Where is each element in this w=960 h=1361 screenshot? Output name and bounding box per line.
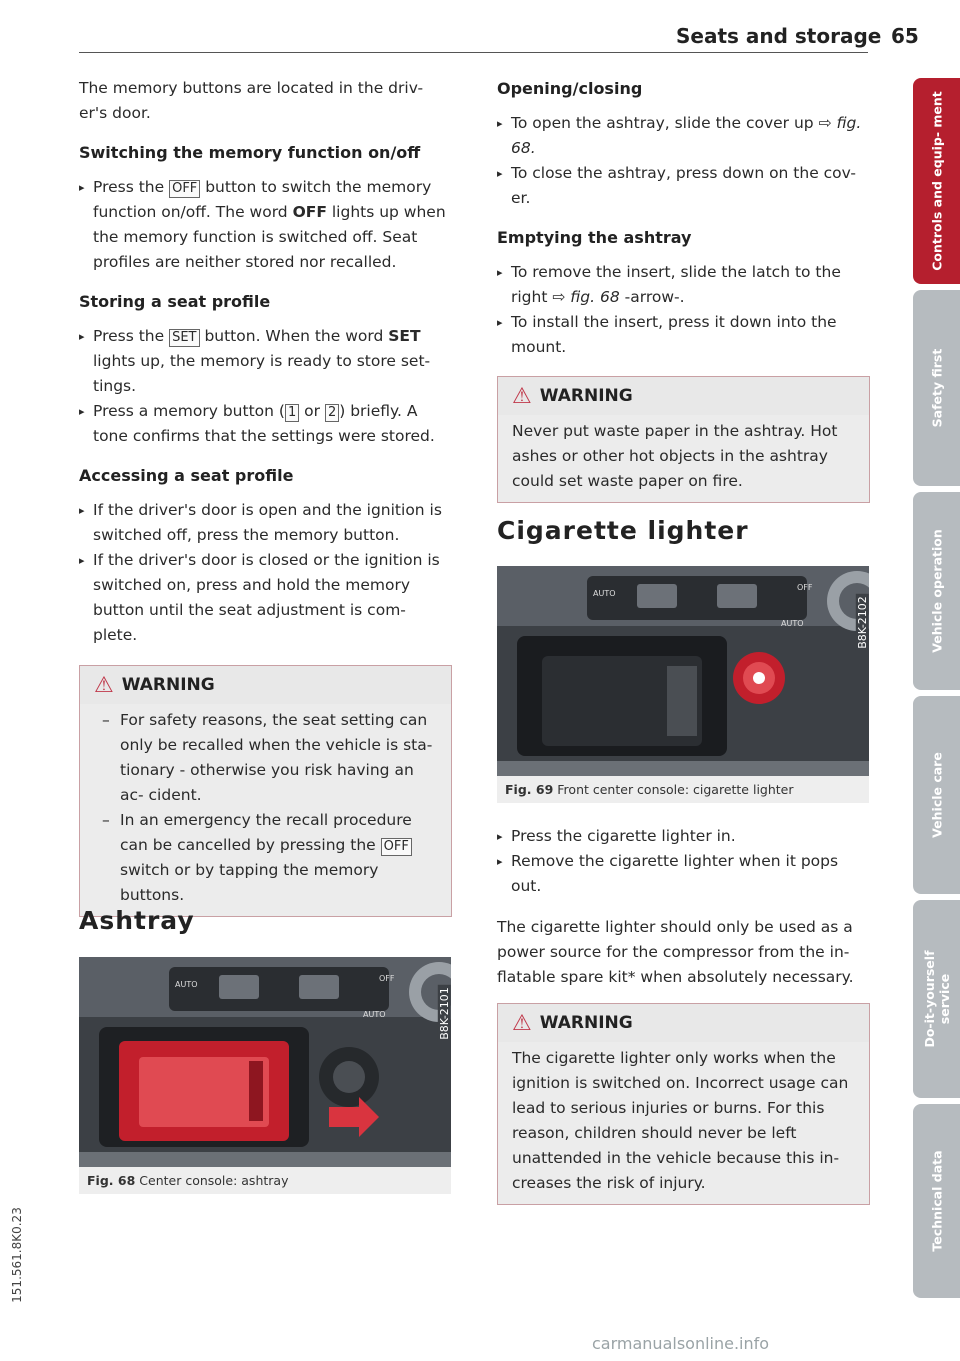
warning-body — [80, 704, 451, 916]
tab-safety-first[interactable] — [913, 290, 960, 486]
ashtray-illustration — [79, 957, 451, 1167]
right-column — [497, 76, 869, 360]
ashtray-section — [79, 908, 451, 933]
list-item: ▸ To open the ashtray, slide the cover up ⇨ fig. 68. — [497, 111, 869, 161]
list-item: ▸ Press a memory button ( 1 or 2 ) briefly. A tone confirms that the settings were stored. — [79, 399, 451, 449]
auto-label: AUTO — [175, 980, 198, 989]
warning-icon: ⚠ — [512, 1011, 532, 1036]
left-column — [79, 76, 451, 648]
warning-box — [497, 376, 870, 503]
list-item: ▸ To remove the insert, slide the latch to the right ⇨ fig. 68 -arrow-. — [497, 260, 869, 310]
warning-box — [497, 1003, 870, 1205]
tab-technical-data[interactable] — [913, 1104, 960, 1298]
list-item: – In an emergency the recall procedure can be cancelled by pressing the OFF switch or by tapping the memory buttons. — [94, 808, 437, 908]
list-item: ▸ If the driver's door is closed or the ignition is switched on, press and hold the memory button until the seat adjustment is com- plete. — [79, 548, 451, 648]
set-key: SET — [169, 329, 199, 347]
lighter-illustration — [497, 566, 869, 776]
tab-controls-and-equipment[interactable] — [913, 78, 960, 284]
chapter-tabs — [913, 0, 960, 1361]
list-item: ▸ To close the ashtray, press down on the cov- er. — [497, 161, 869, 211]
tab-label: Safety first — [929, 348, 944, 428]
auto-label: AUTO — [363, 1010, 386, 1019]
tab-do-it-yourself-service[interactable] — [913, 900, 960, 1098]
figure-ashtray — [79, 957, 451, 1194]
figure-reference[interactable]: ⇨ fig. 68. — [511, 114, 862, 157]
section-title: Seats and storage — [676, 24, 882, 48]
list-item: – For safety reasons, the seat setting can only be recalled when the vehicle is sta- tionary - otherwise you risk having an ac- cident. — [94, 708, 437, 808]
intro-text: The memory buttons are located in the driv- er's door. — [79, 79, 424, 122]
list-item: ▸ Remove the cigarette lighter when it pops out. — [497, 849, 869, 899]
off-key: OFF — [169, 180, 200, 198]
figure-code: B8K-2101 — [438, 987, 451, 1040]
tab-vehicle-operation[interactable] — [913, 492, 960, 690]
lighter-section — [497, 518, 869, 543]
opening-closing-heading: Opening/closing — [497, 79, 643, 98]
list-item: ▸ If the driver's door is open and the ignition is switched off, press the memory button. — [79, 498, 451, 548]
figure-cigarette-lighter — [497, 566, 869, 803]
warning-text: The cigarette lighter only works when the ignition is switched on. Incorrect usage can lead to serious injuries or burns. For this reason, children should never be left unattended in the vehicle because this in- creases the risk of injury. — [512, 1049, 849, 1192]
off-label: OFF — [379, 974, 395, 983]
lighter-heading: Cigarette lighter — [497, 516, 749, 545]
lighter-instructions — [497, 824, 869, 990]
list-item: ▸ Press the SET button. When the word SET lights up, the memory is ready to store set- tings. — [79, 324, 451, 399]
ashtray-drawing — [79, 957, 451, 1167]
list-item: ▸ To install the insert, press it down into the mount. — [497, 310, 869, 360]
figure-reference[interactable]: ⇨ fig. 68 — [552, 288, 620, 306]
header-divider — [79, 52, 868, 53]
lighter-drawing — [497, 566, 869, 776]
warning-header: ⚠ WARNING — [498, 377, 869, 415]
figure-caption: Fig. 69 Front center console: cigarette lighter — [505, 782, 794, 797]
emptying-heading: Emptying the ashtray — [497, 228, 692, 247]
memory-key-2: 2 — [325, 404, 339, 422]
tab-vehicle-care[interactable] — [913, 696, 960, 894]
warning-icon: ⚠ — [94, 673, 114, 698]
ashtray-heading: Ashtray — [79, 906, 195, 935]
page-number: 65 — [891, 24, 919, 48]
warning-icon: ⚠ — [512, 384, 532, 409]
access-profile-heading: Accessing a seat profile — [79, 466, 294, 485]
warning-box — [79, 665, 452, 917]
tab-label: Do-it-yourself service — [921, 950, 952, 1048]
figure-code: B8K-2102 — [856, 596, 869, 649]
list-item: ▸ Press the cigarette lighter in. — [497, 824, 869, 849]
auto-label: AUTO — [781, 619, 804, 628]
tab-label: Controls and equip- ment — [929, 91, 944, 271]
store-profile-heading: Storing a seat profile — [79, 292, 271, 311]
tab-label: Technical data — [929, 1150, 944, 1252]
lighter-paragraph: The cigarette lighter should only be used as a power source for the compressor from the in- flatable spare kit* when absolutely necessary. — [497, 918, 854, 986]
off-label: OFF — [797, 583, 813, 592]
figure-caption: Fig. 68 Center console: ashtray — [87, 1173, 289, 1188]
off-key: OFF — [381, 838, 412, 856]
memory-key-1: 1 — [285, 404, 299, 422]
warning-header: ⚠ WARNING — [80, 666, 451, 704]
document-code: 151.561.8K0.23 — [10, 1207, 24, 1303]
warning-body — [498, 415, 869, 502]
tab-label: Vehicle care — [929, 752, 944, 838]
memory-switch-heading: Switching the memory function on/off — [79, 143, 421, 162]
watermark: carmanualsonline.info — [592, 1334, 770, 1353]
warning-text: Never put waste paper in the ashtray. Hot ashes or other hot objects in the ashtray could set waste paper on fire. — [512, 422, 838, 490]
warning-header: ⚠ WARNING — [498, 1004, 869, 1042]
tab-label: Vehicle operation — [929, 529, 944, 653]
list-item: ▸ Press the OFF button to switch the memory function on/off. The word OFF lights up when the memory function is switched off. Seat profiles are neither stored nor recalled. — [79, 175, 451, 275]
warning-body — [498, 1042, 869, 1204]
auto-label: AUTO — [593, 589, 616, 598]
